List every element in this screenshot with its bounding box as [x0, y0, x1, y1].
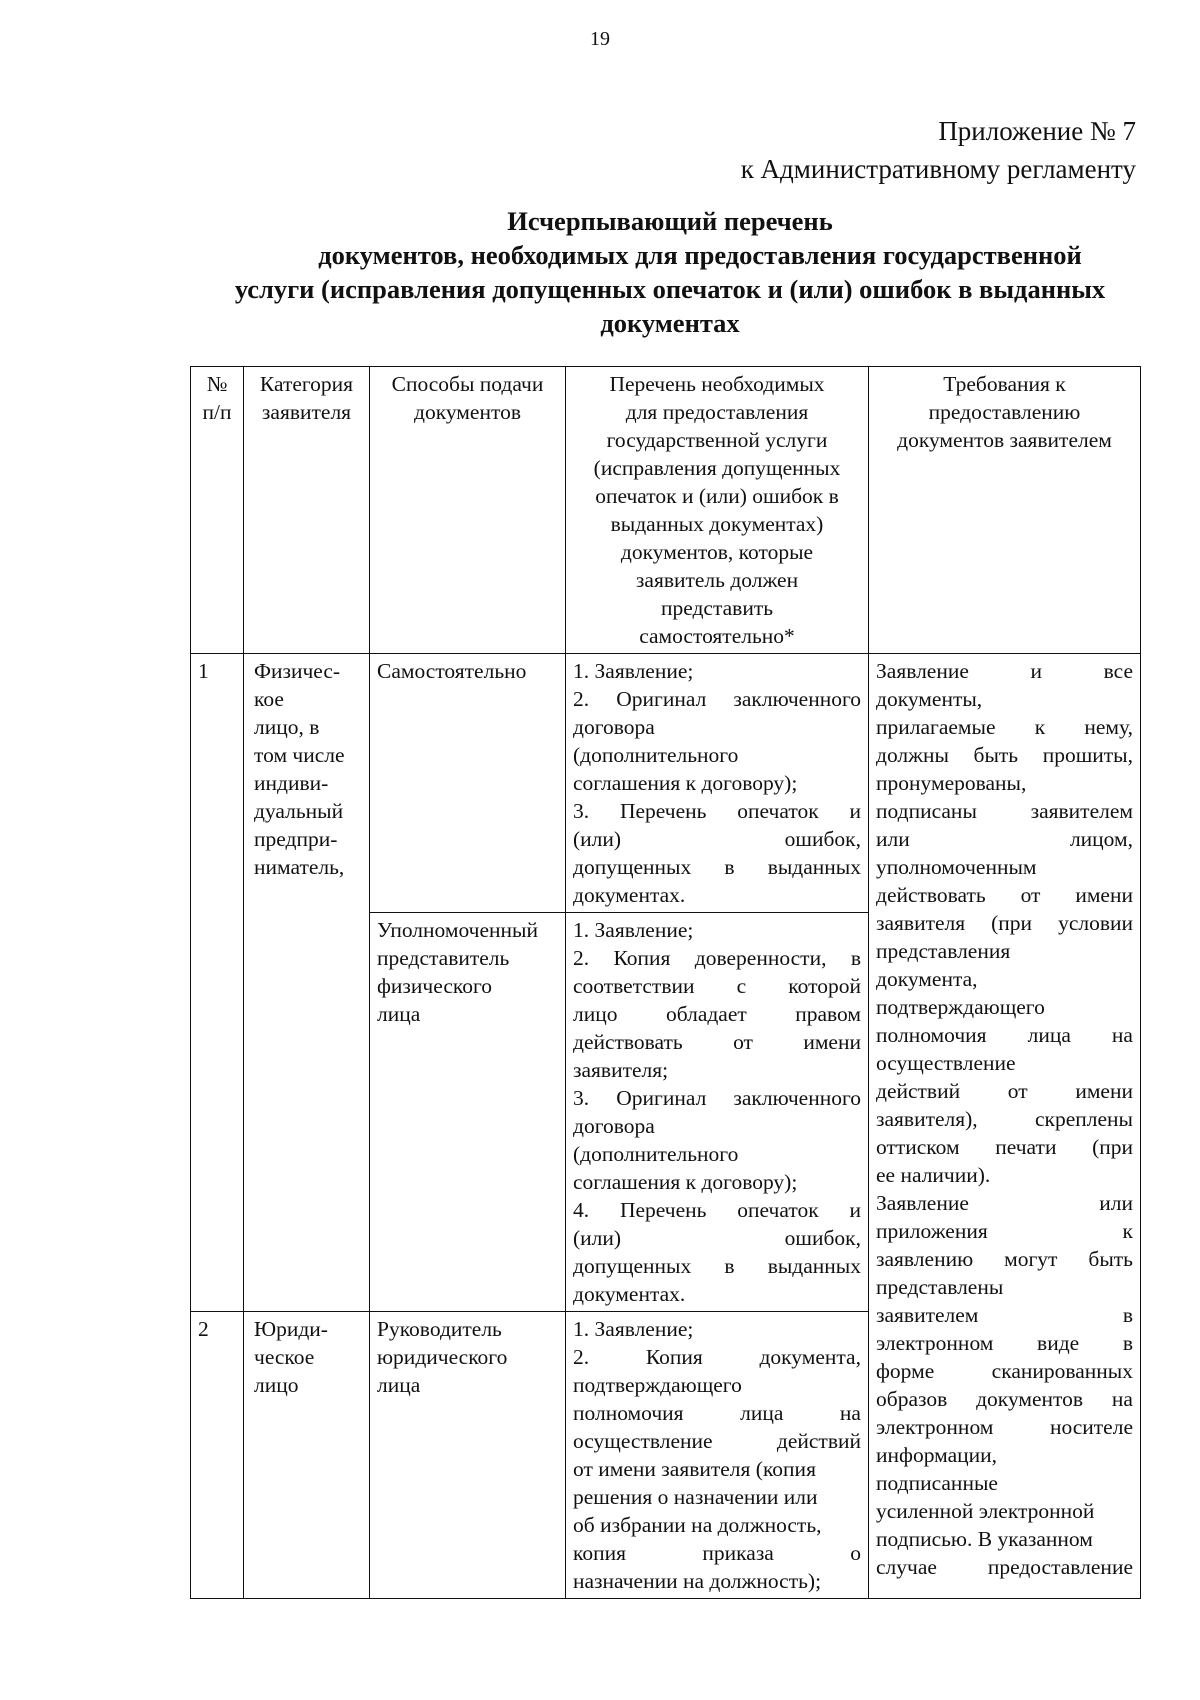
cell-word: Копия	[613, 946, 671, 970]
title-line: документах	[600, 308, 740, 338]
cell-word: действовать	[573, 1030, 683, 1054]
cell-word: назначении на должность);	[573, 1569, 822, 1593]
cell-word: прилагаемые	[876, 715, 996, 739]
cell-line: документов	[414, 400, 521, 424]
cell-word: (дополнительного	[573, 743, 739, 767]
cell-word: приложения	[876, 1219, 988, 1243]
cell-line	[573, 1224, 861, 1252]
category-cell	[244, 1312, 370, 1599]
cell-line	[876, 1189, 1133, 1217]
cell-line	[876, 1357, 1133, 1385]
cell-word: и	[849, 799, 861, 823]
cell-word: в	[850, 946, 861, 970]
cell-word: осуществление	[876, 1051, 1016, 1075]
cell-word: условии	[1058, 911, 1133, 935]
cell-line: кое	[254, 687, 284, 711]
cell-word: должны	[876, 743, 949, 767]
header-methods	[370, 367, 566, 654]
cell-line: лица	[377, 1002, 421, 1026]
cell-word: 2.	[573, 687, 590, 711]
cell-line: юридического	[377, 1345, 508, 1369]
cell-word: в	[1122, 1331, 1133, 1355]
documents-cell	[566, 1312, 869, 1599]
cell-word: обладает	[665, 1002, 747, 1026]
appendix-number: Приложение № 7	[938, 116, 1136, 146]
cell-word: или	[876, 827, 910, 851]
category-cell	[244, 654, 370, 1312]
cell-word: документах.	[573, 883, 686, 907]
cell-word: ошибок,	[784, 1226, 861, 1250]
cell-line: (исправления допущенных	[593, 456, 841, 480]
cell-word: допущенных	[573, 855, 692, 879]
cell-line	[573, 1056, 861, 1084]
cell-line: опечаток и (или) ошибок в	[595, 484, 839, 508]
cell-line	[876, 1273, 1133, 1301]
cell-word: соглашения к договору);	[573, 771, 798, 795]
cell-word: договора	[573, 1114, 655, 1138]
cell-line: лица	[377, 1373, 421, 1397]
cell-line: Уполномоченный	[377, 918, 538, 942]
cell-line: п/п	[202, 400, 232, 424]
cell-line	[573, 825, 861, 853]
cell-line	[573, 972, 861, 1000]
cell-word: документа,	[759, 1345, 861, 1369]
cell-word: Оригинал	[616, 687, 707, 711]
cell-word: о	[850, 1541, 861, 1565]
cell-word: носителе	[1049, 1415, 1133, 1439]
cell-word: об избрании на должность,	[573, 1513, 822, 1537]
cell-line	[573, 1539, 861, 1567]
cell-word: виде	[1037, 1331, 1080, 1355]
cell-line	[573, 1084, 861, 1112]
cell-line	[876, 741, 1133, 769]
cell-word: все	[1103, 659, 1133, 683]
cell-line: Руководитель	[377, 1317, 502, 1341]
method-cell	[370, 1312, 566, 1599]
cell-word: 2.	[573, 946, 590, 970]
cell-line	[876, 1133, 1133, 1161]
cell-word: заключенного	[733, 687, 861, 711]
cell-word: быть	[973, 743, 1019, 767]
cell-word: электронном	[876, 1331, 994, 1355]
cell-word: (дополнительного	[573, 1142, 739, 1166]
cell-word: с	[736, 974, 747, 998]
table-row	[191, 654, 1141, 913]
cell-line	[876, 825, 1133, 853]
cell-word: (или)	[573, 827, 622, 851]
row-number: 2	[191, 1312, 244, 1599]
cell-word: полномочия	[573, 1401, 684, 1425]
cell-line	[573, 657, 861, 685]
cell-word: форме	[876, 1359, 935, 1383]
cell-line: Юриди-	[254, 1317, 328, 1341]
cell-line	[573, 944, 861, 972]
cell-word: действий	[876, 1079, 961, 1103]
cell-line	[573, 1028, 861, 1056]
cell-word: оттиском	[876, 1135, 960, 1159]
cell-line	[876, 1049, 1133, 1077]
cell-word: лица	[1027, 1023, 1071, 1047]
cell-word: в	[1122, 1303, 1133, 1327]
cell-line	[573, 1252, 861, 1280]
cell-word: уполномоченным	[876, 855, 1037, 879]
cell-word: на	[1111, 1387, 1133, 1411]
cell-line: документов заявителем	[897, 428, 1112, 452]
cell-word: от	[733, 1030, 753, 1054]
title-line: документов, необходимых для предоставления государственной	[318, 240, 1082, 270]
cell-line: ческое	[254, 1345, 315, 1369]
cell-word: полномочия	[876, 1023, 987, 1047]
cell-word: и	[849, 1198, 861, 1222]
cell-line: заявителя	[261, 400, 352, 424]
cell-word: заявителем	[1030, 799, 1133, 823]
cell-word: от	[1007, 1079, 1028, 1103]
cell-line: выданных документах)	[610, 512, 824, 536]
cell-word: которой	[788, 974, 861, 998]
title-line: Исчерпывающий перечень	[507, 206, 833, 236]
cell-line	[876, 1441, 1133, 1469]
cell-line	[876, 1301, 1133, 1329]
cell-word: доверенности,	[694, 946, 827, 970]
cell-word: документов	[976, 1387, 1084, 1411]
cell-word: подтверждающего	[573, 1373, 742, 1397]
cell-line: №	[206, 372, 228, 396]
cell-line: самостоятельно*	[639, 624, 795, 648]
cell-line	[573, 769, 861, 797]
cell-word: копия	[573, 1541, 627, 1565]
cell-word: документах.	[573, 1282, 686, 1306]
cell-word: 2.	[573, 1345, 590, 1369]
cell-line: документов, которые	[620, 540, 814, 564]
cell-word: лицом,	[1069, 827, 1133, 851]
cell-word: Оригинал	[616, 1086, 707, 1110]
cell-word: в	[724, 1254, 735, 1278]
cell-word: прошиты,	[1042, 743, 1133, 767]
cell-word: к	[1034, 715, 1046, 739]
documents-table	[190, 366, 1141, 1599]
cell-word: к	[1122, 1219, 1133, 1243]
cell-line	[573, 1196, 861, 1224]
cell-line: индиви-	[254, 771, 329, 795]
cell-word: случае	[876, 1555, 937, 1579]
cell-word: на	[839, 1401, 861, 1425]
table-header-row	[191, 367, 1141, 654]
cell-word: заявлению	[876, 1247, 974, 1271]
cell-line	[876, 853, 1133, 881]
cell-line	[876, 1105, 1133, 1133]
cell-line	[876, 657, 1133, 685]
cell-word: или	[1099, 1191, 1133, 1215]
cell-line	[573, 1511, 861, 1539]
cell-word: действовать	[876, 883, 986, 907]
cell-word: в	[724, 855, 735, 879]
cell-line: Способы подачи	[391, 372, 544, 396]
appendix-reference: к Административному регламенту	[740, 154, 1136, 184]
cell-word: имени	[1075, 883, 1133, 907]
cell-line	[573, 741, 861, 769]
cell-line	[573, 797, 861, 825]
cell-line	[573, 1567, 861, 1595]
cell-word: могут	[1004, 1247, 1058, 1271]
method-cell: Самостоятельно	[370, 654, 566, 913]
cell-word: на	[1111, 1023, 1133, 1047]
cell-word: 1. Заявление;	[573, 659, 694, 683]
cell-line	[876, 1553, 1133, 1581]
cell-line: для предоставления	[625, 400, 809, 424]
cell-word: (при	[991, 911, 1033, 935]
cell-word: соответствии	[573, 974, 695, 998]
cell-word: представлены	[876, 1275, 1004, 1299]
cell-word: лицо	[573, 1002, 618, 1026]
cell-line	[573, 1140, 861, 1168]
cell-word: быть	[1088, 1247, 1133, 1271]
cell-word: решения о назначении или	[573, 1485, 818, 1509]
cell-word: 4.	[573, 1198, 590, 1222]
cell-line: физического	[377, 974, 493, 998]
cell-word: Заявление	[876, 1191, 969, 1215]
cell-word: заявителя	[876, 911, 966, 935]
cell-word: (или)	[573, 1226, 622, 1250]
cell-line	[573, 1371, 861, 1399]
cell-line	[573, 685, 861, 713]
cell-word: предоставление	[987, 1555, 1133, 1579]
cell-line	[876, 1077, 1133, 1105]
cell-word: правом	[795, 1002, 861, 1026]
cell-word: соглашения к договору);	[573, 1170, 798, 1194]
cell-line	[876, 1021, 1133, 1049]
requirements-cell	[869, 654, 1141, 1599]
cell-line	[876, 937, 1133, 965]
document-title	[190, 204, 1150, 340]
cell-word: представления	[876, 939, 1011, 963]
cell-word: лица	[740, 1401, 784, 1425]
cell-line: заявитель должен	[635, 568, 799, 592]
cell-line: Физичес-	[254, 659, 341, 683]
cell-line: Перечень необходимых	[609, 372, 825, 396]
cell-line	[876, 993, 1133, 1021]
documents-cell	[566, 654, 869, 913]
row-number: 1	[191, 654, 244, 1312]
cell-word: нему,	[1084, 715, 1133, 739]
cell-word: приказа	[702, 1541, 774, 1565]
header-number	[191, 367, 244, 654]
cell-line	[573, 853, 861, 881]
cell-word: подписаны	[876, 799, 977, 823]
cell-word: опечаток	[737, 799, 819, 823]
cell-word: 1. Заявление;	[573, 918, 694, 942]
documents-cell	[566, 913, 869, 1312]
cell-line: предоставлению	[928, 400, 1081, 424]
cell-word: осуществление	[573, 1429, 713, 1453]
cell-line	[573, 1427, 861, 1455]
title-line: услуги (исправления допущенных опечаток и (или) ошибок в выданных	[234, 274, 1106, 304]
cell-line: лицо, в	[254, 715, 320, 739]
cell-word: имени	[1075, 1079, 1133, 1103]
cell-line	[573, 1343, 861, 1371]
cell-word: электронном	[876, 1415, 994, 1439]
cell-line	[876, 1217, 1133, 1245]
cell-word: выданных	[767, 855, 861, 879]
cell-line: государственной услуги	[606, 428, 828, 452]
cell-line	[573, 1168, 861, 1196]
cell-word: договора	[573, 715, 655, 739]
header-category	[244, 367, 370, 654]
cell-word: действий	[776, 1429, 861, 1453]
cell-line: Категория	[259, 372, 354, 396]
cell-line	[573, 1399, 861, 1427]
cell-line	[573, 916, 861, 944]
cell-line	[573, 881, 861, 909]
cell-line	[876, 769, 1133, 797]
cell-word: печати	[995, 1135, 1057, 1159]
cell-word: скреплены	[1034, 1107, 1133, 1131]
cell-line: лицо	[254, 1373, 299, 1397]
cell-word: Перечень	[619, 799, 707, 823]
cell-word: подтверждающего	[876, 995, 1045, 1019]
cell-line: представить	[660, 596, 774, 620]
cell-line	[876, 881, 1133, 909]
cell-line	[573, 1483, 861, 1511]
cell-line	[876, 1161, 1133, 1189]
cell-line: дуальный	[254, 799, 344, 823]
cell-word: от имени заявителя (копия	[573, 1457, 816, 1481]
cell-word: от	[1020, 883, 1041, 907]
cell-word: 3.	[573, 799, 590, 823]
cell-word: Перечень	[619, 1198, 707, 1222]
cell-word: сканированных	[991, 1359, 1133, 1383]
cell-word: опечаток	[737, 1198, 819, 1222]
cell-word: и	[1030, 659, 1043, 683]
cell-word: заявителя),	[876, 1107, 978, 1131]
cell-word: документы,	[876, 687, 983, 711]
appendix-header	[741, 112, 1136, 188]
header-requirements	[869, 367, 1141, 654]
cell-line	[573, 1280, 861, 1308]
cell-word: подписью. В указанном	[876, 1527, 1093, 1551]
cell-word: ошибок,	[784, 827, 861, 851]
cell-word: допущенных	[573, 1254, 692, 1278]
cell-line	[876, 909, 1133, 937]
cell-line	[876, 1329, 1133, 1357]
cell-line	[876, 685, 1133, 713]
cell-line	[876, 1525, 1133, 1553]
cell-word: ее наличии).	[876, 1163, 991, 1187]
cell-line	[876, 713, 1133, 741]
cell-word: заявителем	[876, 1303, 979, 1327]
cell-line	[876, 965, 1133, 993]
cell-word: документа,	[876, 967, 978, 991]
cell-line: Требования к	[943, 372, 1066, 396]
cell-line	[876, 1245, 1133, 1273]
cell-word: усиленной электронной	[876, 1499, 1095, 1523]
cell-line	[573, 1000, 861, 1028]
cell-word: информации,	[876, 1443, 998, 1467]
header-documents	[566, 367, 869, 654]
cell-word: 1. Заявление;	[573, 1317, 694, 1341]
cell-word: пронумерованы,	[876, 771, 1027, 795]
cell-word: Заявление	[876, 659, 969, 683]
cell-word: Копия	[645, 1345, 703, 1369]
cell-word: заявителя;	[573, 1058, 669, 1082]
cell-line: предпри-	[254, 827, 338, 851]
cell-word: 3.	[573, 1086, 590, 1110]
page-number: 19	[590, 28, 610, 50]
cell-line	[876, 1469, 1133, 1497]
cell-word: образов	[876, 1387, 948, 1411]
cell-line	[876, 1413, 1133, 1441]
cell-word: заключенного	[733, 1086, 861, 1110]
cell-word: (при	[1092, 1135, 1133, 1159]
method-cell	[370, 913, 566, 1312]
cell-word: подписанные	[876, 1471, 998, 1495]
cell-line	[573, 1455, 861, 1483]
cell-word: имени	[803, 1030, 861, 1054]
cell-line: том числе	[254, 743, 345, 767]
cell-line	[876, 1497, 1133, 1525]
cell-line	[573, 1112, 861, 1140]
cell-line	[876, 797, 1133, 825]
cell-line: ниматель,	[254, 855, 345, 879]
cell-line	[573, 713, 861, 741]
cell-line: представитель	[377, 946, 510, 970]
cell-line	[573, 1315, 861, 1343]
cell-line	[876, 1385, 1133, 1413]
cell-word: выданных	[767, 1254, 861, 1278]
